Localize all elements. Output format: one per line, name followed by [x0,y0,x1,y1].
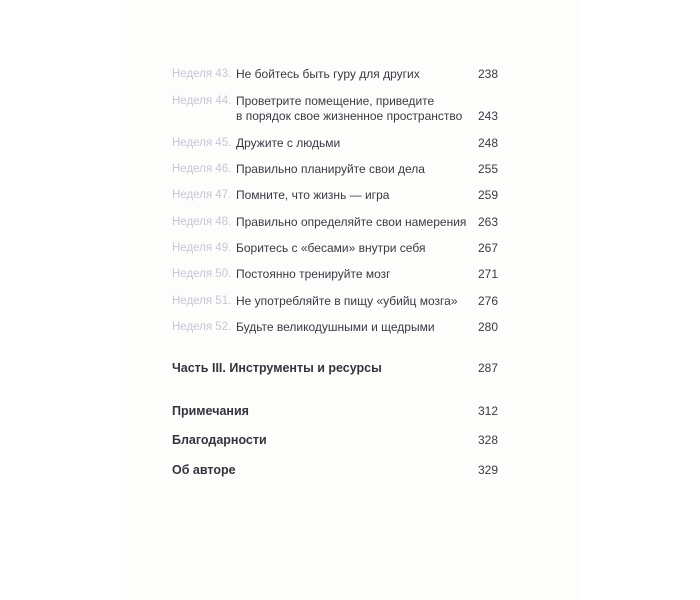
chapter-title: Дружите с людьми [236,136,341,150]
week-label: Неделя 49. [172,242,232,254]
week-label: Неделя 46. [172,163,232,175]
chapter-title: Не употребляйте в пищу «убийц мозга» [236,294,458,308]
page-number: 255 [477,162,498,176]
chapter-title: Помните, что жизнь — игра [236,188,390,202]
page-number: 271 [477,267,498,281]
section-title: Примечания [172,404,249,418]
week-label: Неделя 44. [172,95,232,107]
page-number: 312 [477,404,498,418]
chapter-title: Не бойтесь быть гуру для других [236,67,420,81]
page-number: 238 [477,67,498,81]
week-label: Неделя 47. [172,189,232,201]
week-label: Неделя 43. [172,68,232,80]
chapter-title: Будьте великодушными и щедрыми [236,320,435,334]
week-label: Неделя 51. [172,295,232,307]
section-title: Об авторе [172,463,236,477]
page-number: 276 [477,294,498,308]
chapter-title-line-1: Проветрите помещение, приведите [236,94,435,108]
chapter-title: Правильно определяйте свои намерения [236,215,467,229]
week-label: Неделя 50. [172,268,232,280]
chapter-title: Боритесь с «бесами» внутри себя [236,241,426,255]
page-number: 243 [477,109,498,123]
chapter-title: Правильно планируйте свои дела [236,162,425,176]
chapter-title: Постоянно тренируйте мозг [236,267,391,281]
week-label: Неделя 52. [172,321,232,333]
section-title: Благодарности [172,433,267,447]
week-label: Неделя 48. [172,216,232,228]
page-number: 263 [477,215,498,229]
page-number: 259 [477,188,498,202]
section-title: Часть III. Инструменты и ресурсы [172,361,382,375]
page-number: 328 [477,433,498,447]
page-number: 248 [477,136,498,150]
page-number: 267 [477,241,498,255]
page-number: 287 [477,361,498,375]
chapter-title-line-2: в порядок свое жизненное пространство [236,109,463,123]
toc-entry-week-44 [172,93,500,127]
page-number: 280 [477,320,498,334]
week-label: Неделя 45. [172,137,232,149]
page-number: 329 [477,463,498,477]
